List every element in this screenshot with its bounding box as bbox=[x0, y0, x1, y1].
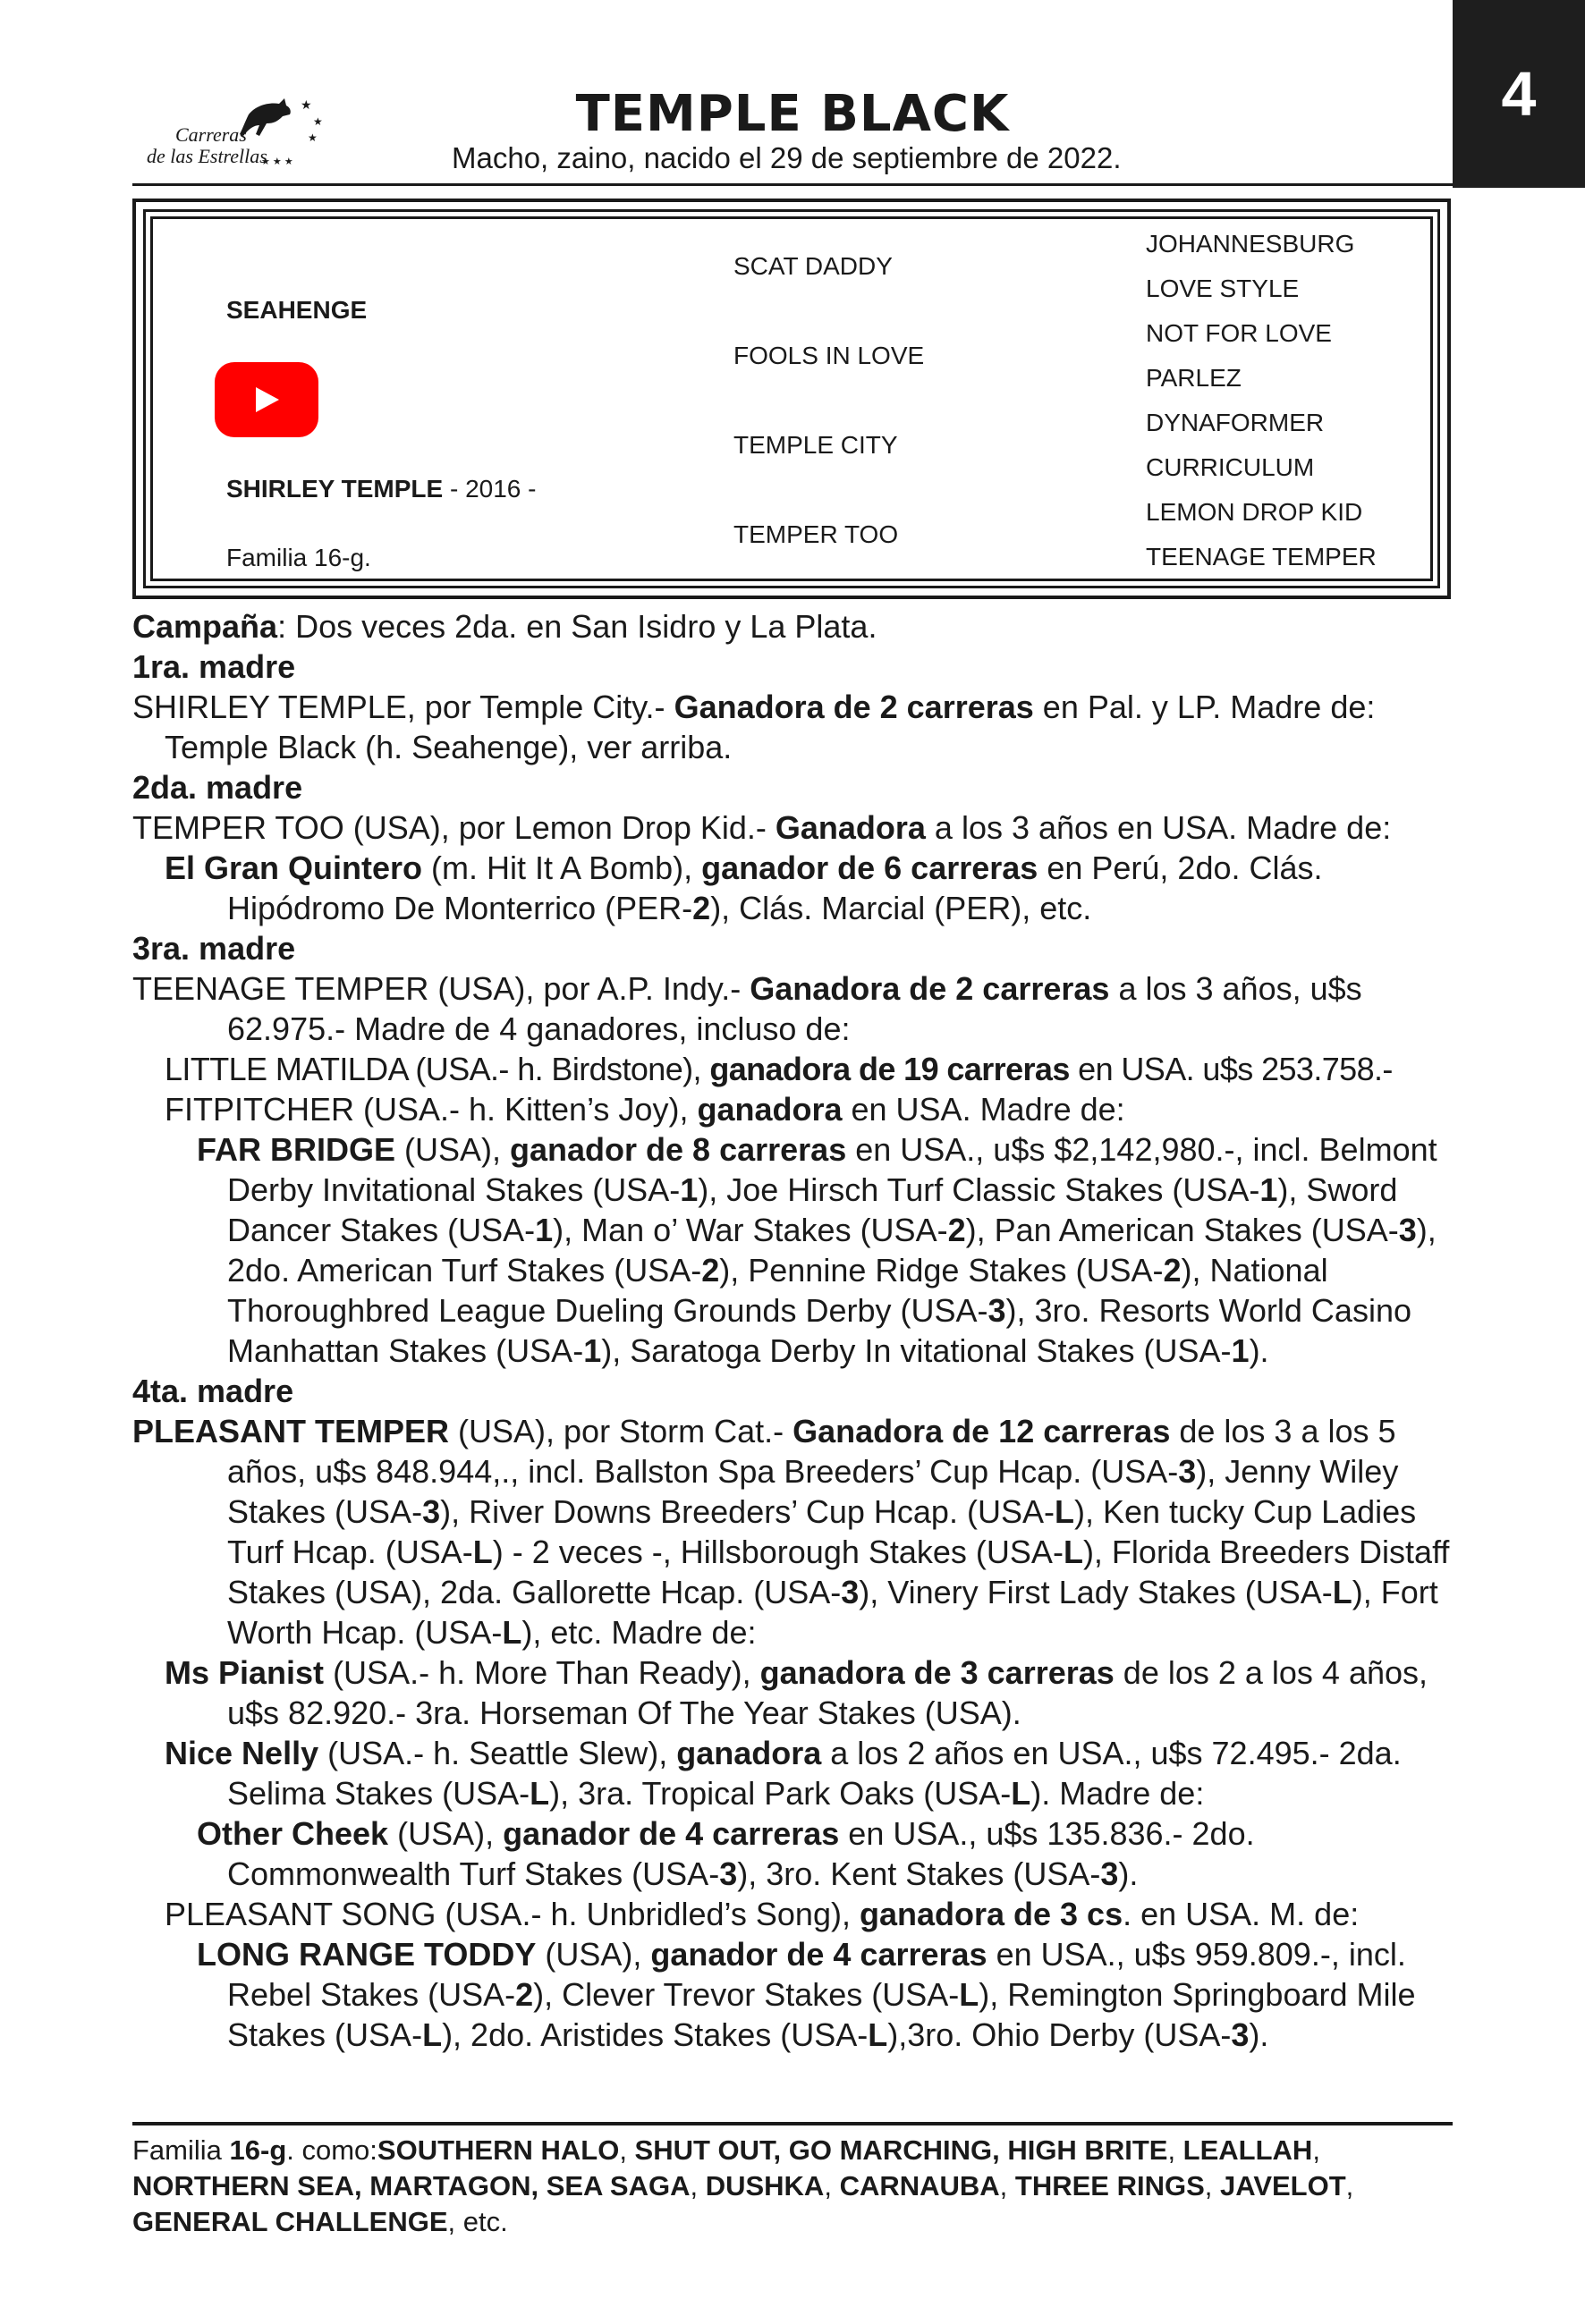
madre4-produce-pleasant-song: PLEASANT SONG (USA.- h. Unbridled’s Song), ganadora de 3 cs. en USA. M. de: bbox=[165, 1896, 1360, 1932]
catalog-body bbox=[132, 606, 1456, 2055]
pedigree-gen2-3: TEMPLE CITY bbox=[733, 431, 898, 459]
madre3-heading: 3ra. madre bbox=[132, 930, 296, 967]
campaign-line: Campaña: Dos veces 2da. en San Isidro y La Plata. bbox=[132, 608, 877, 645]
madre4-produce-nice-nelly: Nice Nelly (USA.- h. Seattle Slew), ganadora a los 2 años en USA., u$s 72.495.- 2da. Selima Stakes (USA-L), 3ra. Tropical Park Oaks (USA-L). Madre de: bbox=[165, 1735, 1402, 1812]
madre3-grandproduce-far-bridge: FAR BRIDGE (USA), ganador de 8 carreras en USA., u$s $2,142,980.-, incl. Belmont Derby Invitational Stakes (USA-1), Joe Hirsch Turf Classic Stakes (USA-1), Sword Dancer Stakes (USA-1), Man o’ War Stakes (USA-2), Pan American Stakes (USA-3), 2do. American Turf Stakes (USA-2), Pennine Ridge Stakes (USA-2), National Thoroughbred League Dueling Grounds Derby (USA-3), 3ro. Resorts World Casino Manhattan Stakes (USA-1), Saratoga Derby In vitational Stakes (USA-1). bbox=[197, 1131, 1437, 1369]
madre2-produce: El Gran Quintero (m. Hit It A Bomb), ganador de 6 carreras en Perú, 2do. Clás. Hipódromo De Monterrico (PER-2), Clás. Marcial (PER), etc. bbox=[165, 849, 1323, 926]
madre1-produce: Temple Black (h. Seahenge), ver arriba. bbox=[165, 729, 733, 765]
pedigree-gen3-8: TEENAGE TEMPER bbox=[1146, 543, 1377, 570]
madre4-grandproduce-long-range-toddy: LONG RANGE TODDY (USA), ganador de 4 carreras en USA., u$s 959.809.-, incl. Rebel Stakes (USA-2), Clever Trevor Stakes (USA-L), Remington Springboard Mile Stakes (USA-L), 2do. Aristides Stakes (USA-L),3ro. Ohio Derby (USA-3). bbox=[197, 1936, 1416, 2053]
madre2-heading: 2da. madre bbox=[132, 769, 303, 806]
pedigree-gen2-1: SCAT DADDY bbox=[733, 252, 893, 280]
pedigree-sire: SEAHENGE bbox=[226, 296, 368, 324]
pedigree-gen3-7: LEMON DROP KID bbox=[1146, 498, 1363, 526]
pedigree-dam-name: SHIRLEY TEMPLE bbox=[226, 475, 444, 503]
title-text: TEMPLE BLACK bbox=[575, 85, 1010, 143]
pedigree-gen3-5: DYNAFORMER bbox=[1146, 409, 1325, 436]
pedigree-family: Familia 16-g. bbox=[226, 544, 371, 571]
madre4-produce-ms-pianist: Ms Pianist (USA.- h. More Than Ready), ganadora de 3 carreras de los 2 a los 4 años, u$s 82.920.- 3ra. Horseman Of The Year Stakes (USA). bbox=[165, 1654, 1428, 1731]
lot-number: 4 bbox=[1453, 0, 1585, 188]
madre2-line: TEMPER TOO (USA), por Lemon Drop Kid.- Ganadora a los 3 años en USA. Madre de: bbox=[132, 809, 1392, 846]
svg-text:★: ★ bbox=[301, 97, 312, 112]
horse-name-title bbox=[0, 85, 1585, 143]
family-footer: Familia 16-g. como:SOUTHERN HALO, SHUT OUT, GO MARCHING, HIGH BRITE, LEALLAH, NORTHERN SEA, MARTAGON, SEA SAGA, DUSHKA, CARNAUBA, THREE RINGS, JAVELOT, GENERAL CHALLENGE, etc. bbox=[132, 2134, 1354, 2237]
svg-text:★: ★ bbox=[313, 115, 323, 128]
madre3-produce-little-matilda: LITTLE MATILDA (USA.- h. Birdstone), ganadora de 19 carreras en USA. u$s 253.758.- bbox=[165, 1051, 1393, 1087]
pedigree-dam bbox=[226, 475, 536, 503]
madre4-grandproduce-other-cheek: Other Cheek (USA), ganador de 4 carreras en USA., u$s 135.836.- 2do. Commonwealth Turf Stakes (USA-3), 3ro. Kent Stakes (USA-3). bbox=[197, 1815, 1255, 1892]
footer-divider bbox=[132, 2122, 1453, 2125]
madre4-line: PLEASANT TEMPER (USA), por Storm Cat.- Ganadora de 12 carreras de los 3 a los 5 años, u$s 848.944,., incl. Ballston Spa Breeders’ Cup Hcap. (USA-3), Jenny Wiley Stakes (USA-3), River Downs Breeders’ Cup Hcap. (USA-L), Ken tucky Cup Ladies Turf Hcap. (USA-L) - 2 veces -, Hillsborough Stakes (USA-L), Florida Breeders Distaff Stakes (USA), 2da. Gallorette Hcap. (USA-3), Vinery First Lady Stakes (USA-L), Fort Worth Hcap. (USA-L), etc. Madre de: bbox=[132, 1413, 1450, 1651]
horse-subtitle: Macho, zaino, nacido el 29 de septiembre de 2022. bbox=[452, 141, 1122, 174]
pedigree-gen3-3: NOT FOR LOVE bbox=[1146, 319, 1332, 347]
svg-text:★ ★ ★: ★ ★ ★ bbox=[261, 156, 293, 167]
pedigree-gen3-1: JOHANNESBURG bbox=[1146, 230, 1355, 258]
pedigree-dam-year: - 2016 - bbox=[443, 475, 537, 503]
video-button[interactable] bbox=[215, 362, 318, 437]
madre4-heading: 4ta. madre bbox=[132, 1373, 294, 1409]
pedigree-gen2-4: TEMPER TOO bbox=[733, 520, 899, 548]
pedigree-gen3-6: CURRICULUM bbox=[1146, 453, 1315, 481]
pedigree-gen2-2: FOOLS IN LOVE bbox=[733, 342, 925, 369]
pedigree-gen3-4: PARLEZ bbox=[1146, 364, 1242, 392]
pedigree-gen3-2: LOVE STYLE bbox=[1146, 275, 1300, 302]
header-divider bbox=[132, 183, 1453, 186]
madre3-line: TEENAGE TEMPER (USA), por A.P. Indy.- Ganadora de 2 carreras a los 3 años, u$s 62.975.- Madre de 4 ganadores, incluso de: bbox=[132, 970, 1362, 1047]
logo-line-2: de las Estrellas bbox=[147, 145, 267, 167]
madre1-heading: 1ra. madre bbox=[132, 648, 296, 685]
madre3-produce-fitpitcher: FITPITCHER (USA.- h. Kitten’s Joy), ganadora en USA. Madre de: bbox=[165, 1091, 1125, 1128]
logo-line-1: Carreras bbox=[175, 123, 247, 146]
madre1-line: SHIRLEY TEMPLE, por Temple City.- Ganadora de 2 carreras en Pal. y LP. Madre de: bbox=[132, 689, 1376, 725]
svg-text:★: ★ bbox=[308, 131, 318, 144]
youtube-play-icon bbox=[256, 387, 279, 412]
